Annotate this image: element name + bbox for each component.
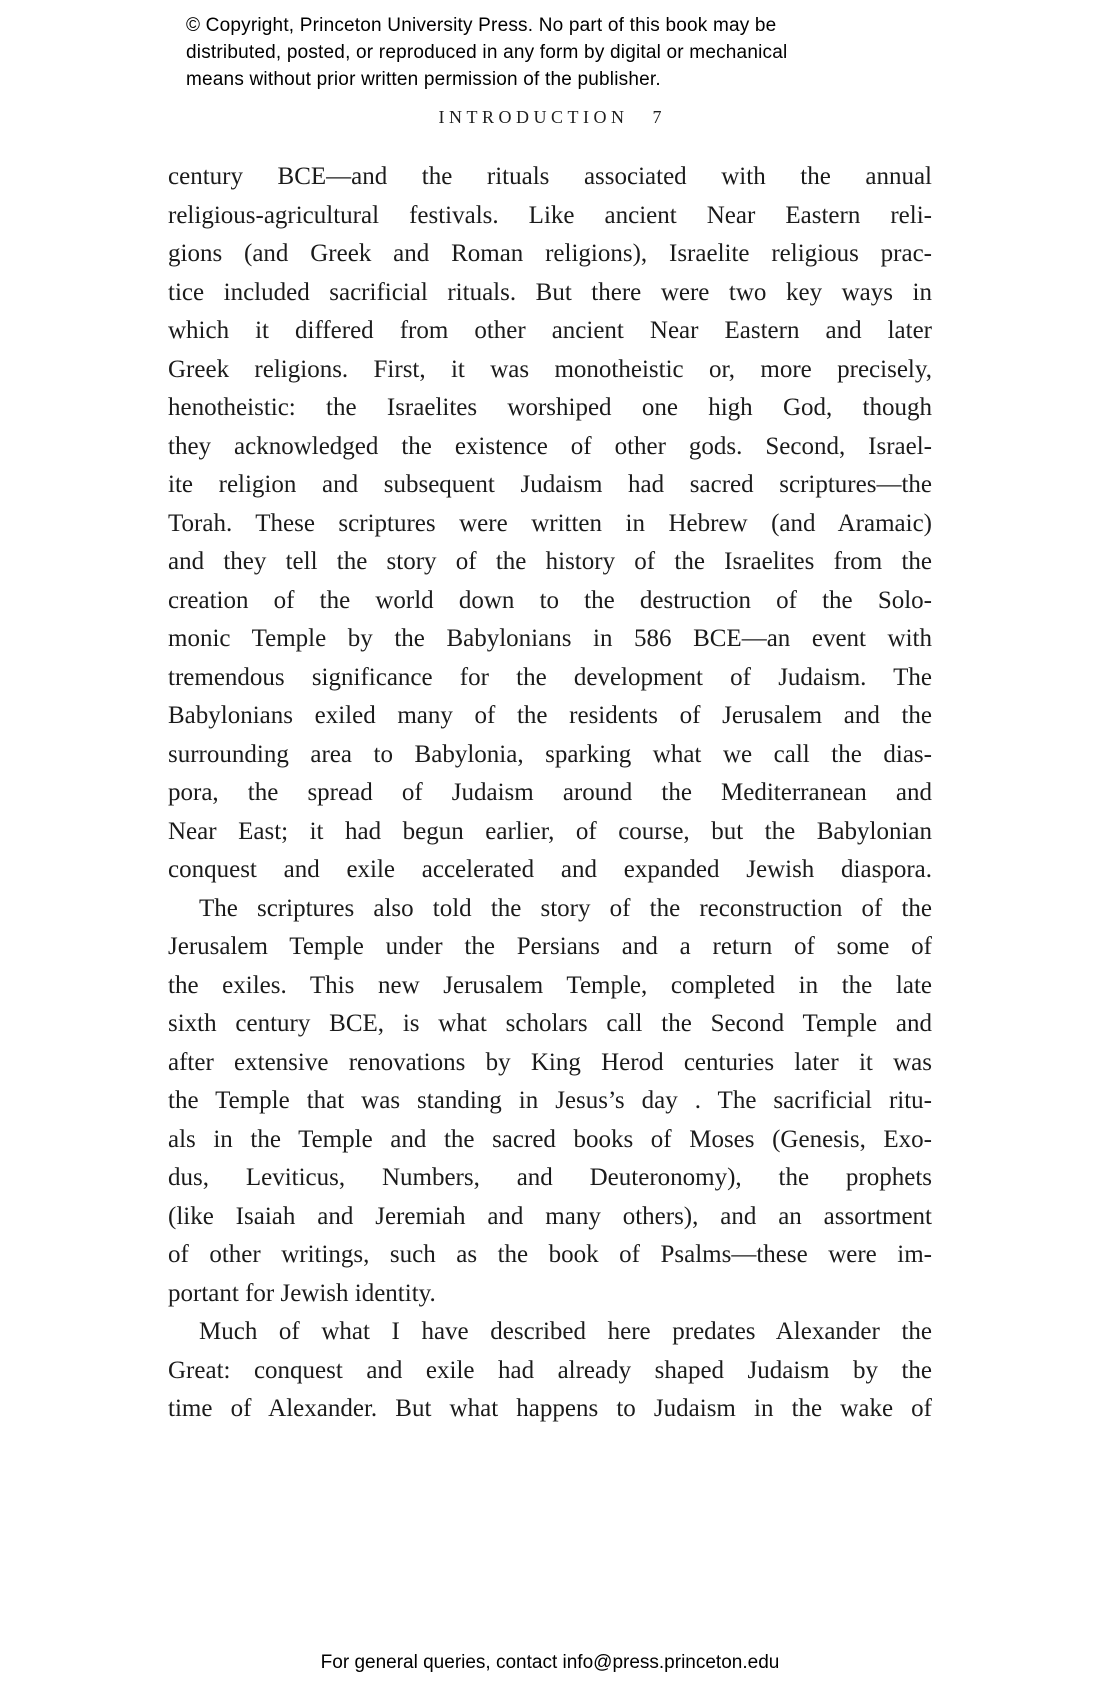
chapter-title: INTRODUCTION [438, 107, 629, 127]
body-line: and they tell the story of the history of the Israelites from the [168, 548, 932, 575]
copyright-notice [186, 12, 787, 93]
footer-contact: For general queries, contact info@press.princeton.edu [320, 1652, 780, 1673]
body-line: dus, Leviticus, Numbers, and Deuteronomy), the prophets [168, 1164, 932, 1191]
body-line: The scriptures also told the story of the reconstruction of the [199, 894, 932, 922]
body-line: tice included sacrificial rituals. But there were two key ways in [168, 278, 932, 306]
body-line: gions (and Greek and Roman religions), Israelite religious prac- [168, 240, 932, 267]
body-line: the exiles. This new Jerusalem Temple, completed in the late [168, 971, 932, 999]
body-line: religious-agricultural festivals. Like ancient Near Eastern reli- [168, 201, 932, 229]
body-line: which it differed from other ancient Near Eastern and later [168, 317, 932, 344]
body-line: Torah. These scriptures were written in Hebrew (and Aramaic) [168, 509, 932, 537]
body-line: als in the Temple and the sacred books of Moses (Genesis, Exo- [168, 1125, 932, 1153]
copyright-line: means without prior written permission of the publisher. [186, 69, 661, 90]
body-line: conquest and exile accelerated and expanded Jewish diaspora. [168, 856, 932, 883]
body-line: Near East; it had begun earlier, of course, but the Babylonian [168, 817, 932, 845]
body-text [168, 158, 932, 1429]
body-line: surrounding area to Babylonia, sparking what we call the dias- [168, 740, 932, 768]
body-line: Greek religions. First, it was monotheistic or, more precisely, [168, 355, 932, 383]
body-line: Much of what I have described here predates Alexander the [199, 1318, 932, 1345]
body-line: they acknowledged the existence of other gods. Second, Israel- [168, 432, 932, 460]
body-line: the Temple that was standing in Jesus’s day . The sacrificial ritu- [168, 1087, 932, 1114]
running-head [0, 107, 1100, 128]
page-number: 7 [652, 107, 662, 127]
body-line: tremendous significance for the development of Judaism. The [168, 663, 932, 691]
copyright-line: © Copyright, Princeton University Press. No part of this book may be [186, 15, 777, 36]
body-line: Babylonians exiled many of the residents of Jerusalem and the [168, 702, 932, 729]
body-line: Jerusalem Temple under the Persians and a return of some of [168, 933, 932, 960]
body-line: portant for Jewish identity. [168, 1279, 436, 1307]
body-line: sixth century BCE, is what scholars call the Second Temple and [168, 1010, 932, 1037]
body-line: ite religion and subsequent Judaism had sacred scriptures—the [168, 471, 932, 498]
body-line: Great: conquest and exile had already shaped Judaism by the [168, 1356, 932, 1384]
body-line: pora, the spread of Judaism around the Mediterranean and [168, 779, 932, 806]
body-line: creation of the world down to the destruction of the Solo- [168, 586, 932, 614]
body-line: century BCE—and the rituals associated with the annual [168, 163, 932, 190]
body-line: (like Isaiah and Jeremiah and many others), and an assortment [168, 1202, 932, 1230]
body-line: time of Alexander. But what happens to Judaism in the wake of [168, 1395, 932, 1422]
copyright-line: distributed, posted, or reproduced in any form by digital or mechanical [186, 42, 788, 63]
body-line: henotheistic: the Israelites worshiped one high God, though [168, 394, 932, 421]
body-line: of other writings, such as the book of Psalms—these were im- [168, 1241, 932, 1268]
body-line: after extensive renovations by King Herod centuries later it was [168, 1048, 932, 1076]
body-line: monic Temple by the Babylonians in 586 BCE—an event with [168, 625, 932, 652]
